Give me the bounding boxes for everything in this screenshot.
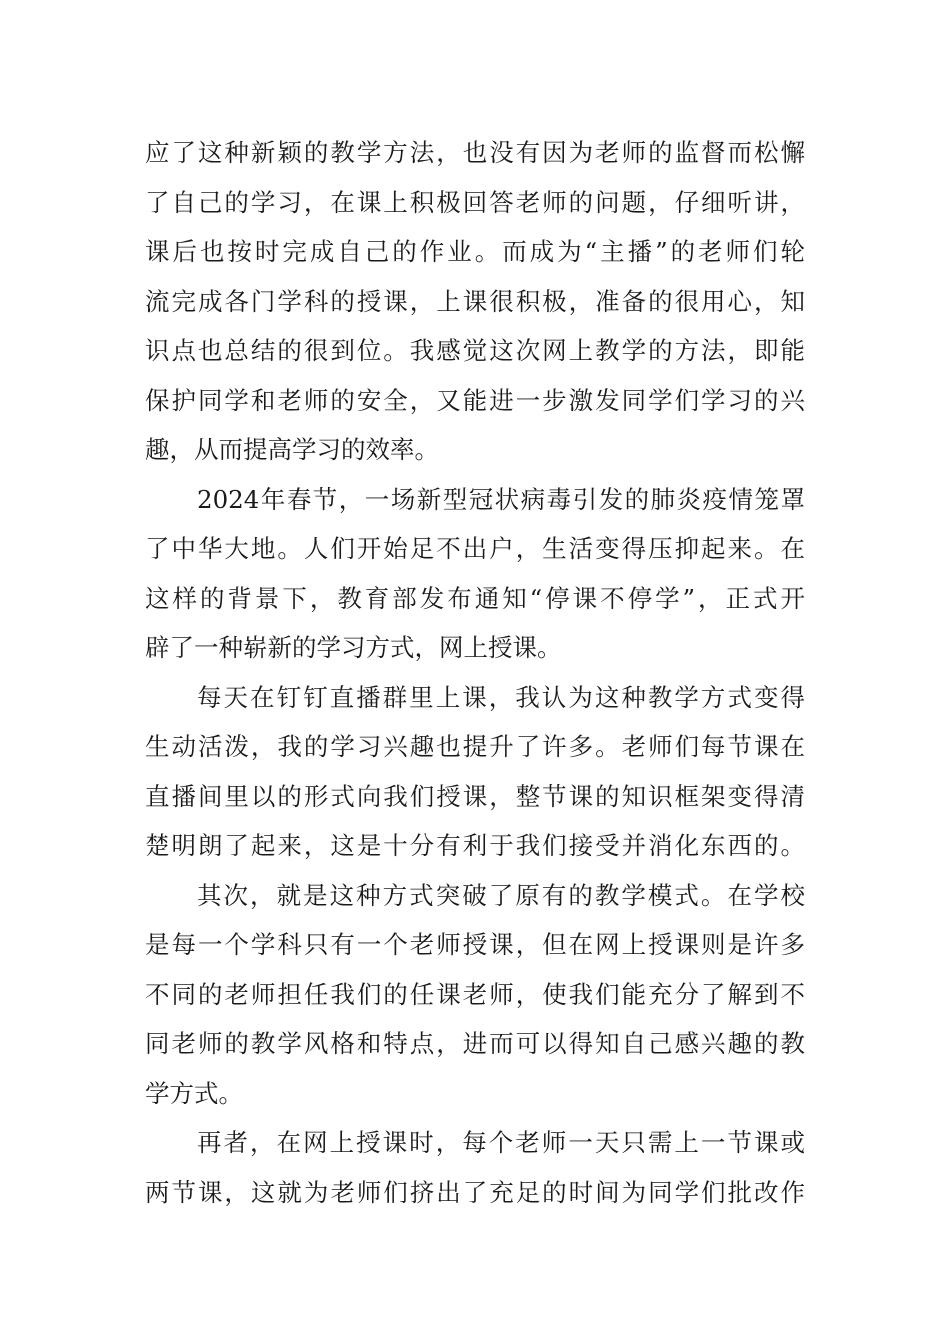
text-line: 应了这种新颖的教学方法，也没有因为老师的监督而松懈: [145, 138, 805, 167]
text-line: 直播间里以的形式向我们授课，整节课的知识框架变得清: [145, 781, 805, 811]
text-line: 流完成各门学科的授课，上课很积极，准备的很用心，知: [145, 286, 805, 316]
text-line: 同老师的教学风格和特点，进而可以得知自己感兴趣的教: [145, 1029, 805, 1058]
text-line: 辟了一种崭新的学习方式，网上授课。: [145, 633, 562, 662]
text-line: 保护同学和老师的安全，又能进一步激发同学们学习的兴: [145, 385, 805, 415]
text-line: 再者，在网上授课时，每个老师一天只需上一节课或: [197, 1128, 805, 1157]
text-line: 两节课，这就为老师们挤出了充足的时间为同学们批改作: [145, 1177, 805, 1207]
text-line: 其次，就是这种方式突破了原有的教学模式。在学校: [197, 880, 805, 910]
text-line: 了自己的学习，在课上积极回答老师的问题，仔细听讲，: [145, 187, 805, 217]
text-line: 学方式。: [145, 1078, 243, 1108]
text-line: 不同的老师担任我们的任课老师，使我们能充分了解到不: [145, 979, 805, 1009]
text-line: 了中华大地。人们开始足不出户，生活变得压抑起来。在: [145, 534, 805, 563]
text-line: 课后也按时完成自己的作业。而成为“主播”的老师们轮: [145, 237, 805, 266]
text-line: 楚明朗了起来，这是十分有利于我们接受并消化东西的。: [145, 831, 805, 860]
body-text: [145, 128, 805, 1217]
text-line: 这样的背景下，教育部发布通知“停课不停学”，正式开: [145, 583, 805, 613]
text-line: 是每一个学科只有一个老师授课，但在网上授课则是许多: [145, 930, 805, 959]
text-line: 每天在钉钉直播群里上课，我认为这种教学方式变得: [197, 682, 805, 712]
text-line: 生动活泼，我的学习兴趣也提升了许多。老师们每节课在: [145, 732, 805, 761]
text-line: 2024年春节，一场新型冠状病毒引发的肺炎疫情笼罩: [197, 484, 805, 514]
text-line: 趣，从而提高学习的效率。: [145, 435, 439, 464]
text-line: 识点也总结的很到位。我感觉这次网上教学的方法，即能: [145, 336, 805, 365]
